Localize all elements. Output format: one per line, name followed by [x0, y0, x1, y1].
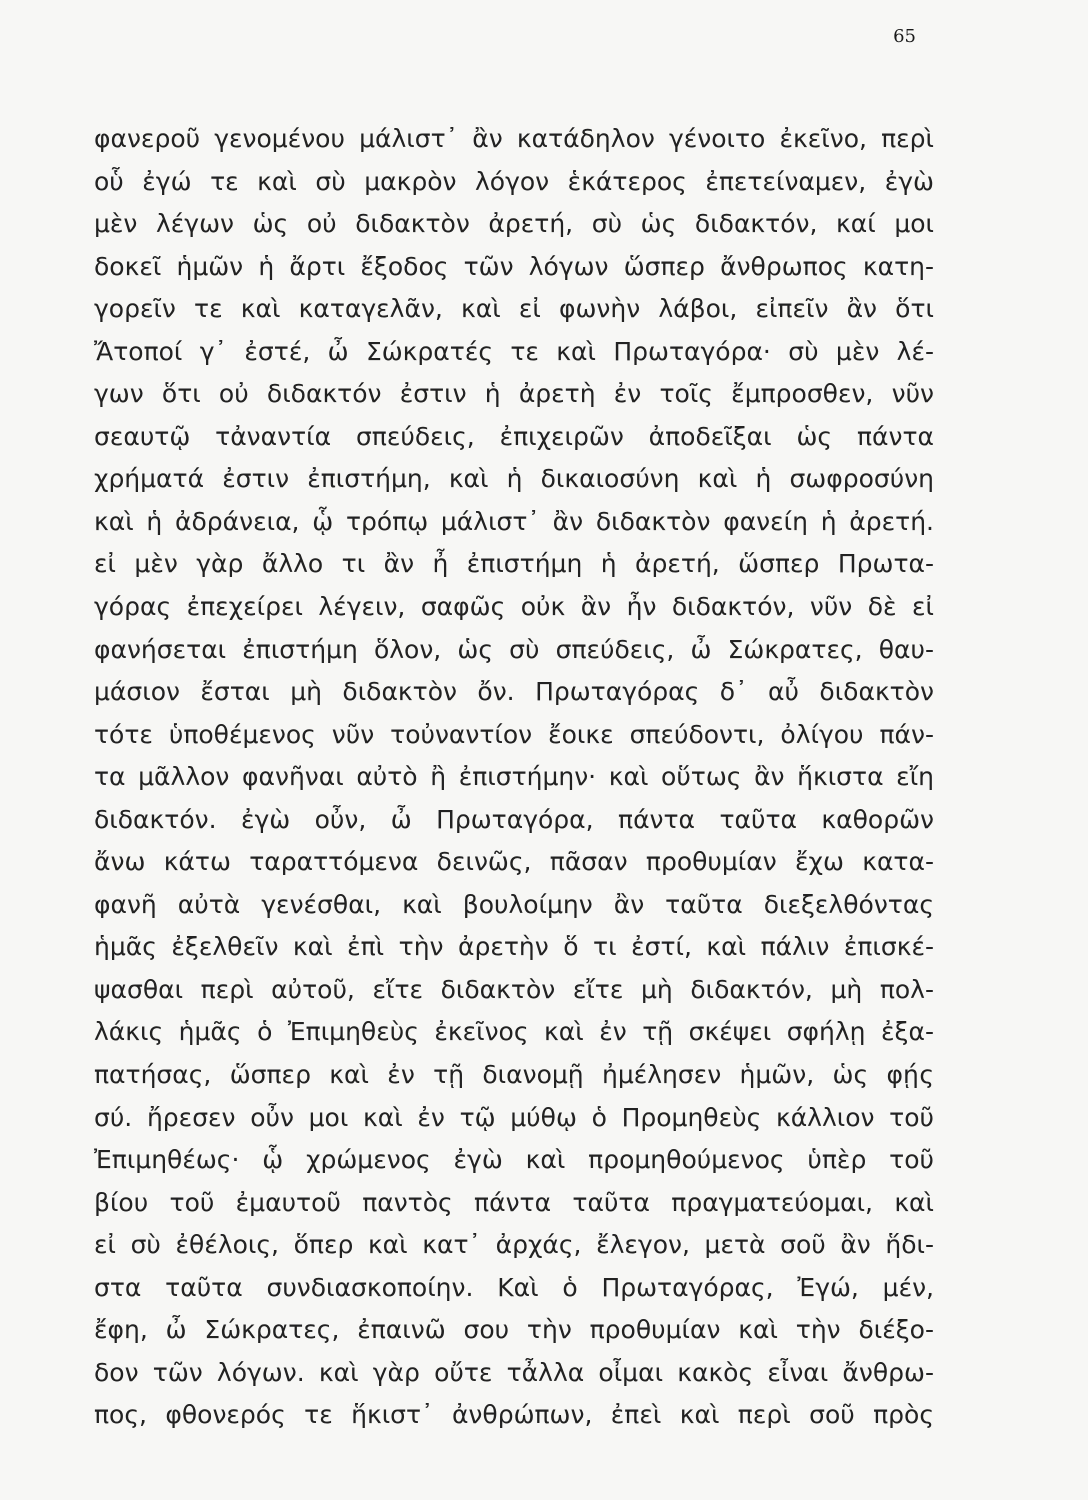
text-line: χρήματά ἐστιν ἐπιστήμη, καὶ ἡ δικαιοσύνη καὶ ἡ σωφροσύνη: [94, 464, 934, 494]
text-line: Ἄτοποί γ᾽ ἐστέ, ὦ Σώκρατές τε καὶ Πρωταγόρα· σὺ μὲν λέ-: [94, 336, 934, 366]
text-line: λάκις ἡμᾶς ὁ Ἐπιμηθεὺς ἐκεῖνος καὶ ἐν τῇ σκέψει σφήλῃ ἐξα-: [94, 1017, 934, 1047]
text-line: τα μᾶλλον φανῆναι αὐτὸ ἢ ἐπιστήμην· καὶ οὕτως ἂν ἥκιστα εἴη: [94, 762, 934, 792]
text-line: μάσιον ἔσται μὴ διδακτὸν ὄν. Πρωταγόρας δ᾽ αὖ διδακτὸν: [94, 677, 934, 707]
text-line: ἔφη, ὦ Σώκρατες, ἐπαινῶ σου τὴν προθυμίαν καὶ τὴν διέξο-: [94, 1315, 934, 1345]
text-line: εἰ μὲν γὰρ ἄλλο τι ἂν ἦ ἐπιστήμη ἡ ἀρετή, ὥσπερ Πρωτα-: [94, 549, 934, 579]
text-line: δον τῶν λόγων. καὶ γὰρ οὔτε τἆλλα οἶμαι κακὸς εἶναι ἄνθρω-: [94, 1357, 934, 1387]
text-line: γων ὅτι οὐ διδακτόν ἐστιν ἡ ἀρετὴ ἐν τοῖς ἔμπροσθεν, νῦν: [94, 379, 934, 409]
text-line: σεαυτῷ τἀναντία σπεύδεις, ἐπιχειρῶν ἀποδεῖξαι ὡς πάντα: [94, 421, 934, 451]
body-text: [94, 118, 934, 1437]
text-line: στα ταῦτα συνδιασκοποίην. Καὶ ὁ Πρωταγόρας, Ἐγώ, μέν,: [94, 1272, 934, 1302]
text-line: τότε ὑποθέμενος νῦν τοὐναντίον ἔοικε σπεύδοντι, ὀλίγου πάν-: [94, 719, 934, 749]
text-line: δοκεῖ ἡμῶν ἡ ἄρτι ἔξοδος τῶν λόγων ὥσπερ ἄνθρωπος κατη-: [94, 251, 934, 281]
page-number: 65: [893, 26, 916, 47]
text-line: ἡμᾶς ἐξελθεῖν καὶ ἐπὶ τὴν ἀρετὴν ὅ τι ἐστί, καὶ πάλιν ἐπισκέ-: [94, 932, 934, 962]
text-line: φανῆ αὐτὰ γενέσθαι, καὶ βουλοίμην ἂν ταῦτα διεξελθόντας: [94, 889, 934, 919]
text-line: πατήσας, ὥσπερ καὶ ἐν τῇ διανομῇ ἠμέλησεν ἡμῶν, ὡς φῄς: [94, 1060, 934, 1090]
text-line: ἄνω κάτω ταραττόμενα δεινῶς, πᾶσαν προθυμίαν ἔχω κατα-: [94, 847, 934, 877]
text-line: βίου τοῦ ἐμαυτοῦ παντὸς πάντα ταῦτα πραγματεύομαι, καὶ: [94, 1187, 934, 1217]
text-line: πος, φθονερός τε ἥκιστ᾽ ἀνθρώπων, ἐπεὶ καὶ περὶ σοῦ πρὸς: [94, 1400, 934, 1430]
text-line: διδακτόν. ἐγὼ οὖν, ὦ Πρωταγόρα, πάντα ταῦτα καθορῶν: [94, 804, 934, 834]
text-line: σύ. ἤρεσεν οὖν μοι καὶ ἐν τῷ μύθῳ ὁ Προμηθεὺς κάλλιον τοῦ: [94, 1102, 934, 1132]
text-line: γορεῖν τε καὶ καταγελᾶν, καὶ εἰ φωνὴν λάβοι, εἰπεῖν ἂν ὅτι: [94, 294, 934, 324]
text-line: οὗ ἐγώ τε καὶ σὺ μακρὸν λόγον ἑκάτερος ἐπετείναμεν, ἐγὼ: [94, 166, 934, 196]
text-line: Ἐπιμηθέως· ᾧ χρώμενος ἐγὼ καὶ προμηθούμενος ὑπὲρ τοῦ: [94, 1145, 934, 1175]
text-line: φανεροῦ γενομένου μάλιστ᾽ ἂν κατάδηλον γένοιτο ἐκεῖνο, περὶ: [94, 124, 934, 153]
text-line: εἰ σὺ ἐθέλοις, ὅπερ καὶ κατ᾽ ἀρχάς, ἔλεγον, μετὰ σοῦ ἂν ἥδι-: [94, 1230, 934, 1260]
text-line: καὶ ἡ ἀδράνεια, ᾧ τρόπῳ μάλιστ᾽ ἂν διδακτὸν φανείη ἡ ἀρετή.: [94, 506, 934, 536]
text-line: φανήσεται ἐπιστήμη ὅλον, ὡς σὺ σπεύδεις, ὦ Σώκρατες, θαυ-: [94, 634, 934, 664]
text-line: γόρας ἐπεχείρει λέγειν, σαφῶς οὐκ ἂν ἦν διδακτόν, νῦν δὲ εἰ: [94, 592, 934, 622]
text-line: μὲν λέγων ὡς οὐ διδακτὸν ἀρετή, σὺ ὡς διδακτόν, καί μοι: [94, 209, 934, 239]
text-line: ψασθαι περὶ αὐτοῦ, εἴτε διδακτὸν εἴτε μὴ διδακτόν, μὴ πολ-: [94, 974, 934, 1004]
